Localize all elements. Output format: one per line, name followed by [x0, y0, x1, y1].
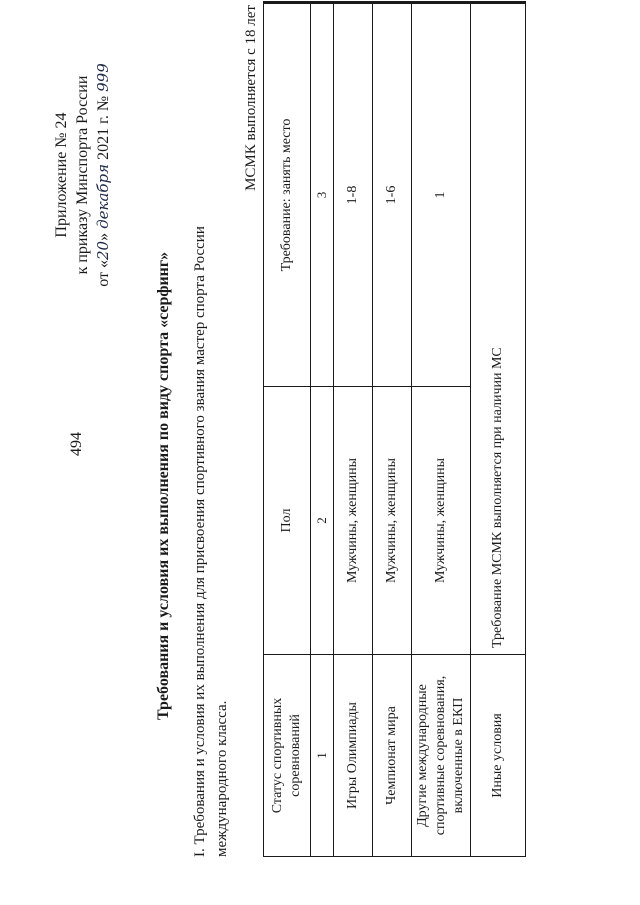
table-row: [334, 3, 373, 857]
date-prefix: от «: [95, 259, 112, 287]
row-status: Игры Олимпиады: [334, 655, 373, 857]
column-number: 3: [311, 3, 334, 387]
page-number: 494: [68, 432, 85, 456]
appendix-header: [51, 15, 114, 335]
column-number: 2: [311, 387, 334, 655]
date-month: декабря: [94, 163, 112, 229]
column-number: 1: [311, 655, 334, 857]
table-row-other: [471, 3, 526, 857]
row-place: 1-6: [373, 3, 412, 387]
appendix-order: к приказу Минспорта России: [74, 75, 91, 275]
date-day: 20: [94, 240, 112, 260]
appendix-date-line: [93, 15, 114, 335]
row-gender: Мужчины, женщины: [412, 387, 471, 655]
header-place: Требование: занять место: [264, 3, 311, 387]
row-status: Другие международные спортивные соревнования, включенные в ЕКП: [412, 655, 471, 857]
order-number: 999: [94, 63, 112, 92]
row-gender: Мужчины, женщины: [334, 387, 373, 655]
intro-paragraph: I. Требования и условия их выполнения для присвоения спортивного звания мастер спорта России международного класса.: [192, 226, 230, 857]
row-place: 1: [412, 3, 471, 387]
header-gender: Пол: [264, 387, 311, 655]
table-header-row: [264, 3, 311, 857]
other-text: Требование МСМК выполняется при наличии МС: [471, 3, 526, 655]
date-year: 2021 г. №: [95, 95, 112, 160]
row-status: Чемпионат мира: [373, 655, 412, 857]
age-note: МСМК выполняется с 18 лет: [243, 5, 259, 191]
appendix-number: Приложение № 24: [53, 112, 70, 238]
row-gender: Мужчины, женщины: [373, 387, 412, 655]
table-number-row: [311, 3, 334, 857]
table-row: [412, 3, 471, 857]
header-status: Статус спортивных соревнований: [264, 655, 311, 857]
requirements-table: [263, 1, 526, 857]
document-title: Требования и условия их выполнения по виду спорта «серфинг»: [155, 251, 172, 720]
date-mid: »: [95, 232, 112, 241]
row-place: 1-8: [334, 3, 373, 387]
table-row: [373, 3, 412, 857]
other-label: Иные условия: [471, 655, 526, 857]
